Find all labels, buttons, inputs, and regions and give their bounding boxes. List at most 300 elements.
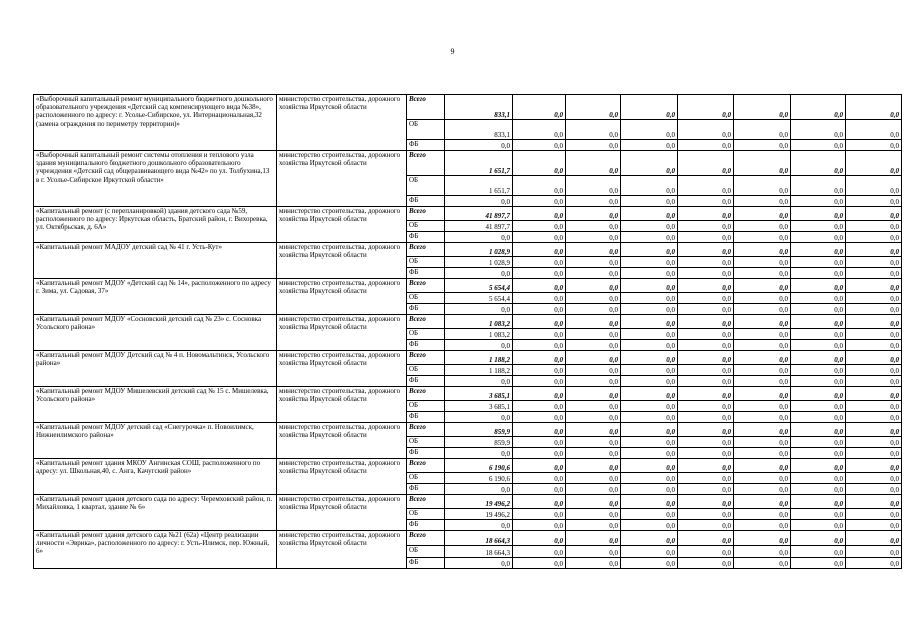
amount-cell: 0,0 <box>791 437 846 448</box>
amount-cell: 0,0 <box>734 473 791 484</box>
amount-cell: 0,0 <box>734 558 791 569</box>
responsible-executor: министерство строительства, дорожного хозяйства Иркутской области <box>277 243 407 279</box>
funding-source-label: ФБ <box>407 376 445 387</box>
project-name: «Капитальный ремонт МДОУ Детский сад № 4 п. Новомальтинск, Усольского района» <box>34 351 277 387</box>
table-row <box>34 95 902 120</box>
amount-cell: 0,0 <box>678 558 734 569</box>
amount-cell: 0,0 <box>678 151 734 176</box>
amount-cell: 0,0 <box>678 531 734 546</box>
amount-cell: 0,0 <box>513 365 566 376</box>
amount-cell: 0,0 <box>791 232 846 243</box>
amount-cell: 0,0 <box>678 520 734 531</box>
amount-cell: 0,0 <box>621 376 678 387</box>
amount-cell: 0,0 <box>621 207 678 221</box>
amount-cell: 0,0 <box>566 293 621 304</box>
amount-cell: 0,0 <box>621 351 678 365</box>
amount-cell: 0,0 <box>621 423 678 437</box>
amount-cell: 0,0 <box>566 423 621 437</box>
amount-cell: 0,0 <box>566 140 621 151</box>
amount-cell: 0,0 <box>791 151 846 176</box>
table-row <box>34 531 902 546</box>
amount-cell: 0,0 <box>791 268 846 279</box>
amount-cell: 0,0 <box>678 95 734 120</box>
funding-source-label: ОБ <box>407 329 445 340</box>
amount-cell: 0,0 <box>791 495 846 509</box>
amount-cell: 0,0 <box>513 423 566 437</box>
amount-cell: 0,0 <box>734 423 791 437</box>
funding-source-label: ОБ <box>407 401 445 412</box>
amount-cell: 0,0 <box>734 232 791 243</box>
amount-cell: 0,0 <box>513 546 566 558</box>
funding-source-label: ОБ <box>407 221 445 232</box>
funding-source-label: ФБ <box>407 140 445 151</box>
amount-cell: 0,0 <box>846 140 902 151</box>
amount-cell: 0,0 <box>513 401 566 412</box>
amount-cell: 0,0 <box>513 484 566 495</box>
amount-cell: 0,0 <box>621 484 678 495</box>
amount-cell: 19 496,2 <box>445 495 513 509</box>
amount-cell: 0,0 <box>678 243 734 257</box>
amount-cell: 0,0 <box>846 546 902 558</box>
amount-cell: 0,0 <box>513 531 566 546</box>
funding-source-label: ФБ <box>407 520 445 531</box>
amount-cell: 0,0 <box>445 196 513 207</box>
amount-cell: 0,0 <box>566 243 621 257</box>
amount-cell: 0,0 <box>791 257 846 268</box>
amount-cell: 0,0 <box>513 268 566 279</box>
amount-cell: 0,0 <box>791 558 846 569</box>
amount-cell: 0,0 <box>621 120 678 140</box>
amount-cell: 0,0 <box>513 437 566 448</box>
amount-cell: 0,0 <box>791 340 846 351</box>
amount-cell: 1 651,7 <box>445 151 513 176</box>
amount-cell: 0,0 <box>566 531 621 546</box>
amount-cell: 0,0 <box>621 448 678 459</box>
amount-cell: 0,0 <box>621 221 678 232</box>
project-name: «Капитальный ремонт МДОУ «Сосновский детский сад № 23» с. Сосновка Усольского района» <box>34 315 277 351</box>
amount-cell: 0,0 <box>734 531 791 546</box>
table-row <box>34 243 902 257</box>
amount-cell: 0,0 <box>846 401 902 412</box>
amount-cell: 0,0 <box>513 279 566 293</box>
amount-cell: 0,0 <box>445 412 513 423</box>
amount-cell: 1 188,2 <box>445 365 513 376</box>
amount-cell: 0,0 <box>678 257 734 268</box>
amount-cell: 0,0 <box>791 376 846 387</box>
amount-cell: 0,0 <box>678 140 734 151</box>
amount-cell: 0,0 <box>791 176 846 196</box>
amount-cell: 0,0 <box>846 151 902 176</box>
amount-cell: 0,0 <box>791 412 846 423</box>
funding-source-label: ОБ <box>407 365 445 376</box>
amount-cell: 0,0 <box>566 387 621 401</box>
amount-cell: 0,0 <box>791 546 846 558</box>
funding-source-label: ФБ <box>407 268 445 279</box>
amount-cell: 0,0 <box>846 120 902 140</box>
amount-cell: 0,0 <box>445 484 513 495</box>
amount-cell: 0,0 <box>791 448 846 459</box>
amount-cell: 0,0 <box>621 412 678 423</box>
amount-cell: 0,0 <box>791 351 846 365</box>
amount-cell: 0,0 <box>621 546 678 558</box>
responsible-executor: министерство строительства, дорожного хозяйства Иркутской области <box>277 495 407 531</box>
amount-cell: 0,0 <box>734 437 791 448</box>
amount-cell: 0,0 <box>513 257 566 268</box>
amount-cell: 0,0 <box>513 95 566 120</box>
amount-cell: 0,0 <box>513 207 566 221</box>
amount-cell: 0,0 <box>791 423 846 437</box>
amount-cell: 0,0 <box>678 351 734 365</box>
funding-source-label: ОБ <box>407 437 445 448</box>
amount-cell: 0,0 <box>678 401 734 412</box>
amount-cell: 0,0 <box>621 176 678 196</box>
responsible-executor: министерство строительства, дорожного хозяйства Иркутской области <box>277 151 407 207</box>
amount-cell: 18 664,3 <box>445 546 513 558</box>
amount-cell: 859,9 <box>445 437 513 448</box>
funding-source-label: ФБ <box>407 484 445 495</box>
amount-cell: 0,0 <box>513 473 566 484</box>
funding-source-label: ФБ <box>407 196 445 207</box>
amount-cell: 0,0 <box>566 279 621 293</box>
amount-cell: 0,0 <box>566 257 621 268</box>
amount-cell: 0,0 <box>678 365 734 376</box>
amount-cell: 1 083,2 <box>445 315 513 329</box>
amount-cell: 0,0 <box>734 221 791 232</box>
amount-cell: 0,0 <box>846 176 902 196</box>
funding-source-label: Всего <box>407 243 445 257</box>
amount-cell: 0,0 <box>566 95 621 120</box>
amount-cell: 833,1 <box>445 120 513 140</box>
amount-cell: 0,0 <box>678 387 734 401</box>
amount-cell: 19 496,2 <box>445 509 513 520</box>
amount-cell: 0,0 <box>846 95 902 120</box>
amount-cell: 0,0 <box>566 315 621 329</box>
amount-cell: 0,0 <box>513 558 566 569</box>
amount-cell: 0,0 <box>846 304 902 315</box>
amount-cell: 0,0 <box>791 140 846 151</box>
responsible-executor: министерство строительства, дорожного хозяйства Иркутской области <box>277 459 407 495</box>
amount-cell: 0,0 <box>566 412 621 423</box>
amount-cell: 0,0 <box>846 315 902 329</box>
amount-cell: 0,0 <box>566 207 621 221</box>
amount-cell: 0,0 <box>566 509 621 520</box>
amount-cell: 0,0 <box>621 257 678 268</box>
amount-cell: 0,0 <box>734 365 791 376</box>
amount-cell: 0,0 <box>846 558 902 569</box>
amount-cell: 0,0 <box>566 196 621 207</box>
amount-cell: 3 685,1 <box>445 401 513 412</box>
amount-cell: 0,0 <box>566 495 621 509</box>
amount-cell: 0,0 <box>621 520 678 531</box>
amount-cell: 0,0 <box>678 412 734 423</box>
amount-cell: 0,0 <box>846 484 902 495</box>
amount-cell: 0,0 <box>734 257 791 268</box>
table-row <box>34 207 902 221</box>
responsible-executor: министерство строительства, дорожного хозяйства Иркутской области <box>277 315 407 351</box>
amount-cell: 0,0 <box>678 423 734 437</box>
amount-cell: 0,0 <box>791 520 846 531</box>
amount-cell: 0,0 <box>566 558 621 569</box>
amount-cell: 0,0 <box>846 257 902 268</box>
amount-cell: 0,0 <box>791 531 846 546</box>
amount-cell: 0,0 <box>566 351 621 365</box>
amount-cell: 0,0 <box>566 221 621 232</box>
amount-cell: 0,0 <box>621 365 678 376</box>
amount-cell: 1 083,2 <box>445 329 513 340</box>
amount-cell: 0,0 <box>678 268 734 279</box>
amount-cell: 0,0 <box>566 473 621 484</box>
table-row <box>34 151 902 176</box>
amount-cell: 0,0 <box>678 495 734 509</box>
amount-cell: 0,0 <box>621 387 678 401</box>
amount-cell: 0,0 <box>846 423 902 437</box>
amount-cell: 0,0 <box>445 340 513 351</box>
funding-source-label: Всего <box>407 351 445 365</box>
amount-cell: 0,0 <box>621 196 678 207</box>
amount-cell: 0,0 <box>791 279 846 293</box>
amount-cell: 0,0 <box>791 509 846 520</box>
amount-cell: 0,0 <box>791 120 846 140</box>
amount-cell: 6 190,6 <box>445 459 513 473</box>
amount-cell: 0,0 <box>621 340 678 351</box>
funding-source-label: ФБ <box>407 412 445 423</box>
amount-cell: 0,0 <box>678 279 734 293</box>
amount-cell: 0,0 <box>513 448 566 459</box>
project-name: «Капитальный ремонт здания МКОУ Ангинская СОШ, расположенного по адресу: ул. Школьная,40, с. Анга, Качугский район» <box>34 459 277 495</box>
amount-cell: 0,0 <box>791 196 846 207</box>
amount-cell: 0,0 <box>678 376 734 387</box>
amount-cell: 0,0 <box>846 340 902 351</box>
funding-source-label: Всего <box>407 315 445 329</box>
amount-cell: 0,0 <box>513 140 566 151</box>
project-name: «Капитальный ремонт МДОУ детский сад «Снегурочка» п. Новоилимск, Нижнеилимского района» <box>34 423 277 459</box>
amount-cell: 0,0 <box>621 437 678 448</box>
amount-cell: 0,0 <box>734 546 791 558</box>
amount-cell: 859,9 <box>445 423 513 437</box>
responsible-executor: министерство строительства, дорожного хозяйства Иркутской области <box>277 423 407 459</box>
amount-cell: 0,0 <box>791 459 846 473</box>
amount-cell: 0,0 <box>734 176 791 196</box>
amount-cell: 0,0 <box>566 546 621 558</box>
amount-cell: 0,0 <box>734 459 791 473</box>
amount-cell: 0,0 <box>846 351 902 365</box>
amount-cell: 0,0 <box>566 176 621 196</box>
amount-cell: 0,0 <box>678 232 734 243</box>
amount-cell: 0,0 <box>678 315 734 329</box>
amount-cell: 0,0 <box>621 401 678 412</box>
responsible-executor: министерство строительства, дорожного хозяйства Иркутской области <box>277 207 407 243</box>
amount-cell: 0,0 <box>734 376 791 387</box>
funding-source-label: Всего <box>407 207 445 221</box>
amount-cell: 0,0 <box>734 243 791 257</box>
amount-cell: 0,0 <box>445 520 513 531</box>
amount-cell: 0,0 <box>621 95 678 120</box>
amount-cell: 0,0 <box>791 473 846 484</box>
amount-cell: 0,0 <box>678 484 734 495</box>
amount-cell: 0,0 <box>566 340 621 351</box>
table-row <box>34 387 902 401</box>
amount-cell: 0,0 <box>846 473 902 484</box>
amount-cell: 0,0 <box>513 495 566 509</box>
amount-cell: 0,0 <box>621 243 678 257</box>
funding-source-label: Всего <box>407 151 445 176</box>
responsible-executor: министерство строительства, дорожного хозяйства Иркутской области <box>277 279 407 315</box>
amount-cell: 0,0 <box>791 221 846 232</box>
amount-cell: 0,0 <box>566 232 621 243</box>
amount-cell: 0,0 <box>513 351 566 365</box>
funding-source-label: Всего <box>407 279 445 293</box>
amount-cell: 5 654,4 <box>445 279 513 293</box>
amount-cell: 0,0 <box>734 484 791 495</box>
amount-cell: 0,0 <box>846 531 902 546</box>
amount-cell: 0,0 <box>846 412 902 423</box>
amount-cell: 0,0 <box>734 340 791 351</box>
responsible-executor: министерство строительства, дорожного хозяйства Иркутской области <box>277 387 407 423</box>
amount-cell: 0,0 <box>734 495 791 509</box>
amount-cell: 0,0 <box>734 304 791 315</box>
amount-cell: 0,0 <box>678 221 734 232</box>
table-row <box>34 315 902 329</box>
amount-cell: 0,0 <box>791 243 846 257</box>
amount-cell: 0,0 <box>846 268 902 279</box>
project-name: «Капитальный ремонт МДОУ Мишелевский детский сад № 15 с. Мишелевка, Усольского района» <box>34 387 277 423</box>
amount-cell: 1 028,9 <box>445 243 513 257</box>
amount-cell: 0,0 <box>678 546 734 558</box>
funding-source-label: ФБ <box>407 448 445 459</box>
amount-cell: 3 685,1 <box>445 387 513 401</box>
amount-cell: 0,0 <box>846 232 902 243</box>
amount-cell: 0,0 <box>678 293 734 304</box>
amount-cell: 0,0 <box>621 509 678 520</box>
funding-source-label: ФБ <box>407 558 445 569</box>
budget-table <box>33 94 902 569</box>
amount-cell: 0,0 <box>566 484 621 495</box>
project-name: «Выборочный капитальный ремонт системы отопления и теплового узла здания муниципального бюджетного дошкольного образовательного учреждения «Детский сад общеразвивающего вида №42» по ул. Толбухина,13 в г. Усолье-Сибирское Иркутской области» <box>34 151 277 207</box>
project-name: «Выборочный капитальный ремонт муниципального бюджетного дошкольного образовательного учреждения «Детский сад компенсирующего вида №38», расположенного по адресу: г. Усолье-Сибирское, ул. Интернациональная,32 (замена ограждения по периметру территории)» <box>34 95 277 151</box>
amount-cell: 0,0 <box>678 473 734 484</box>
amount-cell: 0,0 <box>734 293 791 304</box>
project-name: «Капитальный ремонт здания детского сада №21 (62а) «Центр реализации личности «Эврика», расположенного по адресу: г. Усть-Илимск, пер. Южный, 6» <box>34 531 277 569</box>
amount-cell: 41 897,7 <box>445 207 513 221</box>
amount-cell: 0,0 <box>846 293 902 304</box>
responsible-executor: министерство строительства, дорожного хозяйства Иркутской области <box>277 531 407 569</box>
amount-cell: 0,0 <box>734 279 791 293</box>
amount-cell: 0,0 <box>734 315 791 329</box>
amount-cell: 0,0 <box>734 95 791 120</box>
amount-cell: 5 654,4 <box>445 293 513 304</box>
amount-cell: 0,0 <box>734 509 791 520</box>
amount-cell: 0,0 <box>678 120 734 140</box>
amount-cell: 1 651,7 <box>445 176 513 196</box>
amount-cell: 0,0 <box>846 459 902 473</box>
amount-cell: 0,0 <box>846 520 902 531</box>
amount-cell: 0,0 <box>791 484 846 495</box>
amount-cell: 0,0 <box>513 340 566 351</box>
amount-cell: 0,0 <box>846 495 902 509</box>
funding-source-label: ФБ <box>407 232 445 243</box>
amount-cell: 0,0 <box>678 207 734 221</box>
amount-cell: 0,0 <box>791 329 846 340</box>
amount-cell: 0,0 <box>445 232 513 243</box>
funding-source-label: ОБ <box>407 293 445 304</box>
funding-source-label: ОБ <box>407 176 445 196</box>
amount-cell: 0,0 <box>621 558 678 569</box>
amount-cell: 0,0 <box>846 196 902 207</box>
amount-cell: 0,0 <box>513 176 566 196</box>
amount-cell: 41 897,7 <box>445 221 513 232</box>
amount-cell: 0,0 <box>513 243 566 257</box>
amount-cell: 6 190,6 <box>445 473 513 484</box>
amount-cell: 0,0 <box>621 151 678 176</box>
amount-cell: 0,0 <box>846 365 902 376</box>
amount-cell: 0,0 <box>621 140 678 151</box>
amount-cell: 0,0 <box>734 196 791 207</box>
amount-cell: 0,0 <box>621 304 678 315</box>
amount-cell: 0,0 <box>513 293 566 304</box>
amount-cell: 0,0 <box>445 304 513 315</box>
amount-cell: 0,0 <box>846 221 902 232</box>
amount-cell: 0,0 <box>791 365 846 376</box>
amount-cell: 0,0 <box>513 509 566 520</box>
amount-cell: 0,0 <box>678 340 734 351</box>
amount-cell: 0,0 <box>513 329 566 340</box>
amount-cell: 0,0 <box>566 376 621 387</box>
amount-cell: 0,0 <box>734 387 791 401</box>
amount-cell: 0,0 <box>445 376 513 387</box>
amount-cell: 18 664,3 <box>445 531 513 546</box>
amount-cell: 0,0 <box>791 304 846 315</box>
amount-cell: 0,0 <box>734 520 791 531</box>
amount-cell: 0,0 <box>734 401 791 412</box>
amount-cell: 0,0 <box>846 329 902 340</box>
amount-cell: 0,0 <box>513 151 566 176</box>
amount-cell: 0,0 <box>445 268 513 279</box>
amount-cell: 0,0 <box>513 232 566 243</box>
amount-cell: 0,0 <box>513 387 566 401</box>
responsible-executor: министерство строительства, дорожного хозяйства Иркутской области <box>277 351 407 387</box>
project-name: «Капитальный ремонт (с перепланировкой) здания детского сада №59, расположенного по адресу: Иркутская область, Братский район, г. Вихоревка, ул. Октябрьская, д. 6А» <box>34 207 277 243</box>
amount-cell: 0,0 <box>678 176 734 196</box>
amount-cell: 0,0 <box>621 531 678 546</box>
funding-source-label: ОБ <box>407 257 445 268</box>
amount-cell: 0,0 <box>445 140 513 151</box>
amount-cell: 0,0 <box>566 268 621 279</box>
amount-cell: 0,0 <box>566 120 621 140</box>
amount-cell: 833,1 <box>445 95 513 120</box>
amount-cell: 0,0 <box>846 243 902 257</box>
amount-cell: 0,0 <box>678 329 734 340</box>
project-name: «Капитальный ремонт здания детского сада по адресу: Черемховский район, п. Михайловка, 1 квартал, здание № 6» <box>34 495 277 531</box>
amount-cell: 0,0 <box>621 495 678 509</box>
amount-cell: 0,0 <box>791 401 846 412</box>
amount-cell: 0,0 <box>513 376 566 387</box>
amount-cell: 0,0 <box>621 232 678 243</box>
amount-cell: 1 188,2 <box>445 351 513 365</box>
amount-cell: 0,0 <box>513 520 566 531</box>
amount-cell: 0,0 <box>678 459 734 473</box>
amount-cell: 0,0 <box>566 520 621 531</box>
amount-cell: 0,0 <box>566 365 621 376</box>
amount-cell: 0,0 <box>791 293 846 304</box>
amount-cell: 0,0 <box>791 95 846 120</box>
amount-cell: 0,0 <box>621 329 678 340</box>
amount-cell: 0,0 <box>621 279 678 293</box>
amount-cell: 0,0 <box>621 268 678 279</box>
amount-cell: 0,0 <box>678 304 734 315</box>
responsible-executor: министерство строительства, дорожного хозяйства Иркутской области <box>277 95 407 151</box>
amount-cell: 0,0 <box>678 196 734 207</box>
funding-source-label: Всего <box>407 387 445 401</box>
